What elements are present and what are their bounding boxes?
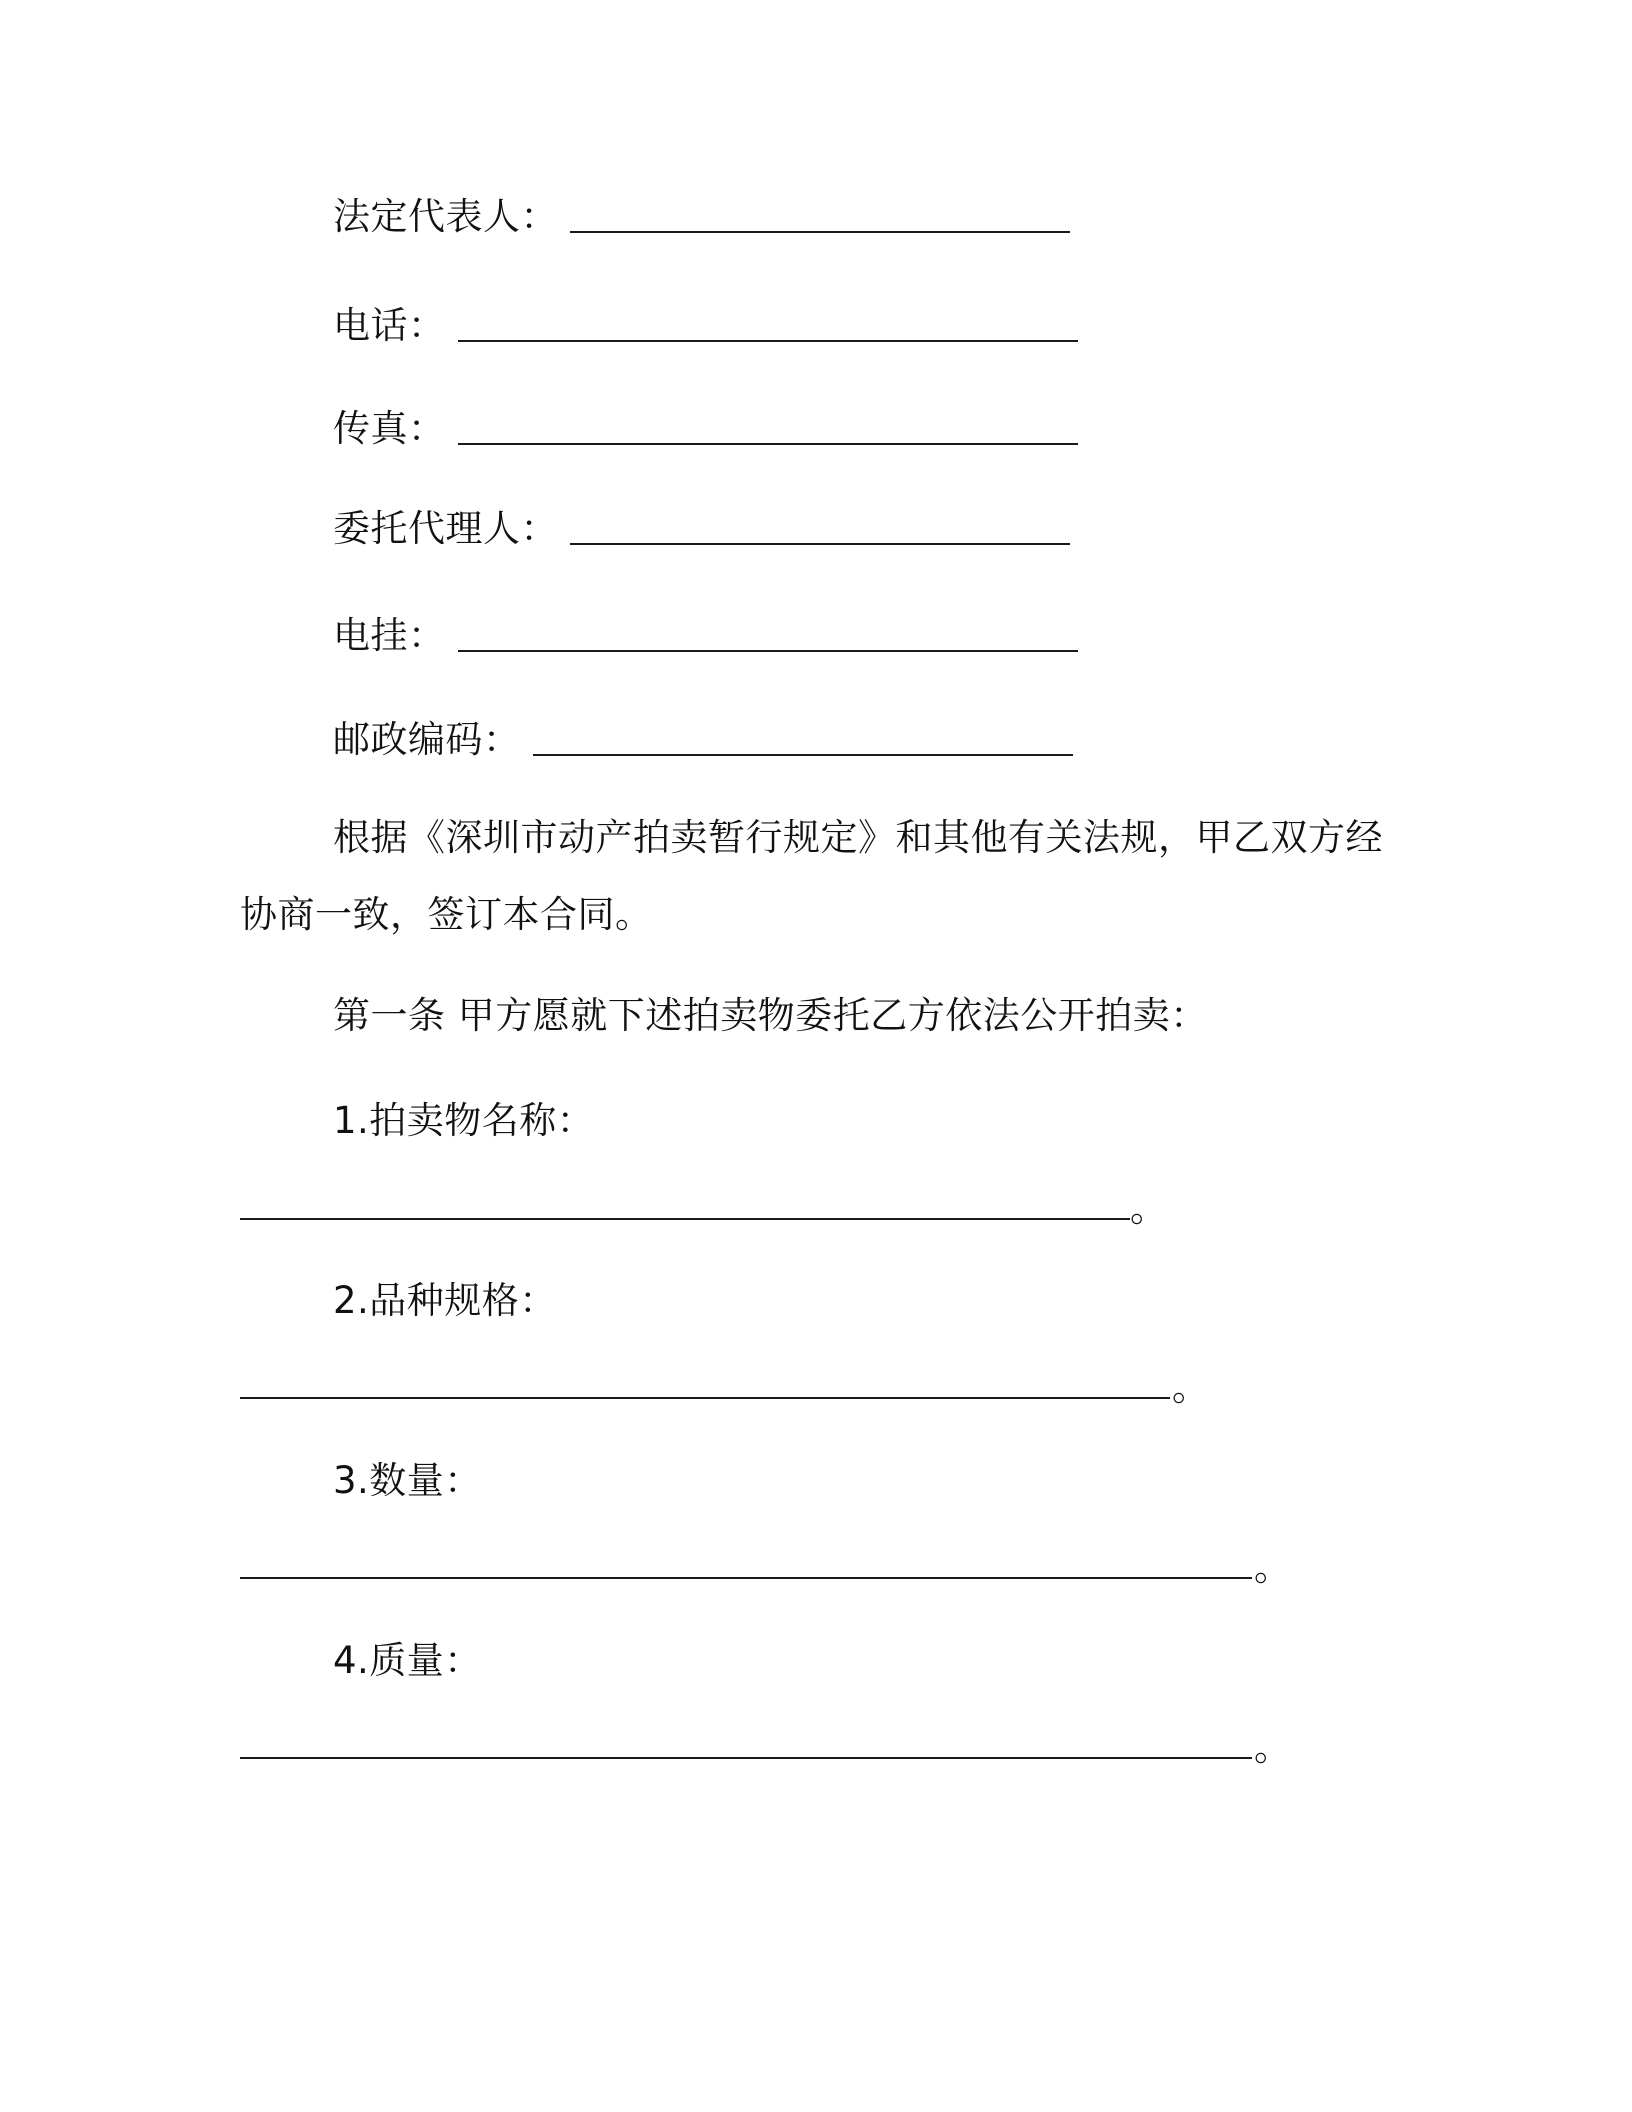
field-label: 传真： (333, 407, 446, 450)
item-1-blank (240, 1217, 1130, 1220)
field-phone (333, 304, 1078, 347)
field-agent (333, 507, 1070, 550)
field-label: 电话： (333, 304, 446, 347)
field-fax (333, 407, 1078, 450)
item-3-blank (240, 1576, 1252, 1579)
field-label: 法定代表人： (333, 195, 558, 238)
fill-blank (570, 230, 1070, 233)
field-label: 电挂： (333, 614, 446, 657)
intro-line-1: 根据《深圳市动产拍卖暂行规定》和其他有关法规，甲乙双方经 (333, 816, 1383, 859)
item-4-label: 4.质量： (333, 1639, 482, 1682)
item-2-blank (240, 1396, 1170, 1399)
fill-blank (533, 753, 1073, 756)
fill-blank (458, 339, 1078, 342)
fill-blank (458, 649, 1078, 652)
field-legal-representative (333, 195, 1070, 238)
item-1-label: 1.拍卖物名称： (333, 1099, 595, 1142)
field-cable (333, 614, 1078, 657)
fill-blank (458, 442, 1078, 445)
item-3-label: 3.数量： (333, 1459, 482, 1502)
fill-blank (570, 542, 1070, 545)
item-2-period: 。 (1172, 1366, 1209, 1409)
article-1-heading: 第一条 甲方愿就下述拍卖物委托乙方依法公开拍卖： (333, 994, 1208, 1037)
item-4-blank (240, 1756, 1252, 1759)
intro-line-2: 协商一致，签订本合同。 (240, 893, 653, 936)
field-label: 委托代理人： (333, 507, 558, 550)
field-postal-code (333, 718, 1073, 761)
item-4-period: 。 (1254, 1726, 1291, 1769)
item-3-period: 。 (1254, 1546, 1291, 1589)
item-2-label: 2.品种规格： (333, 1279, 557, 1322)
item-1-period: 。 (1130, 1187, 1167, 1230)
field-label: 邮政编码： (333, 718, 521, 761)
